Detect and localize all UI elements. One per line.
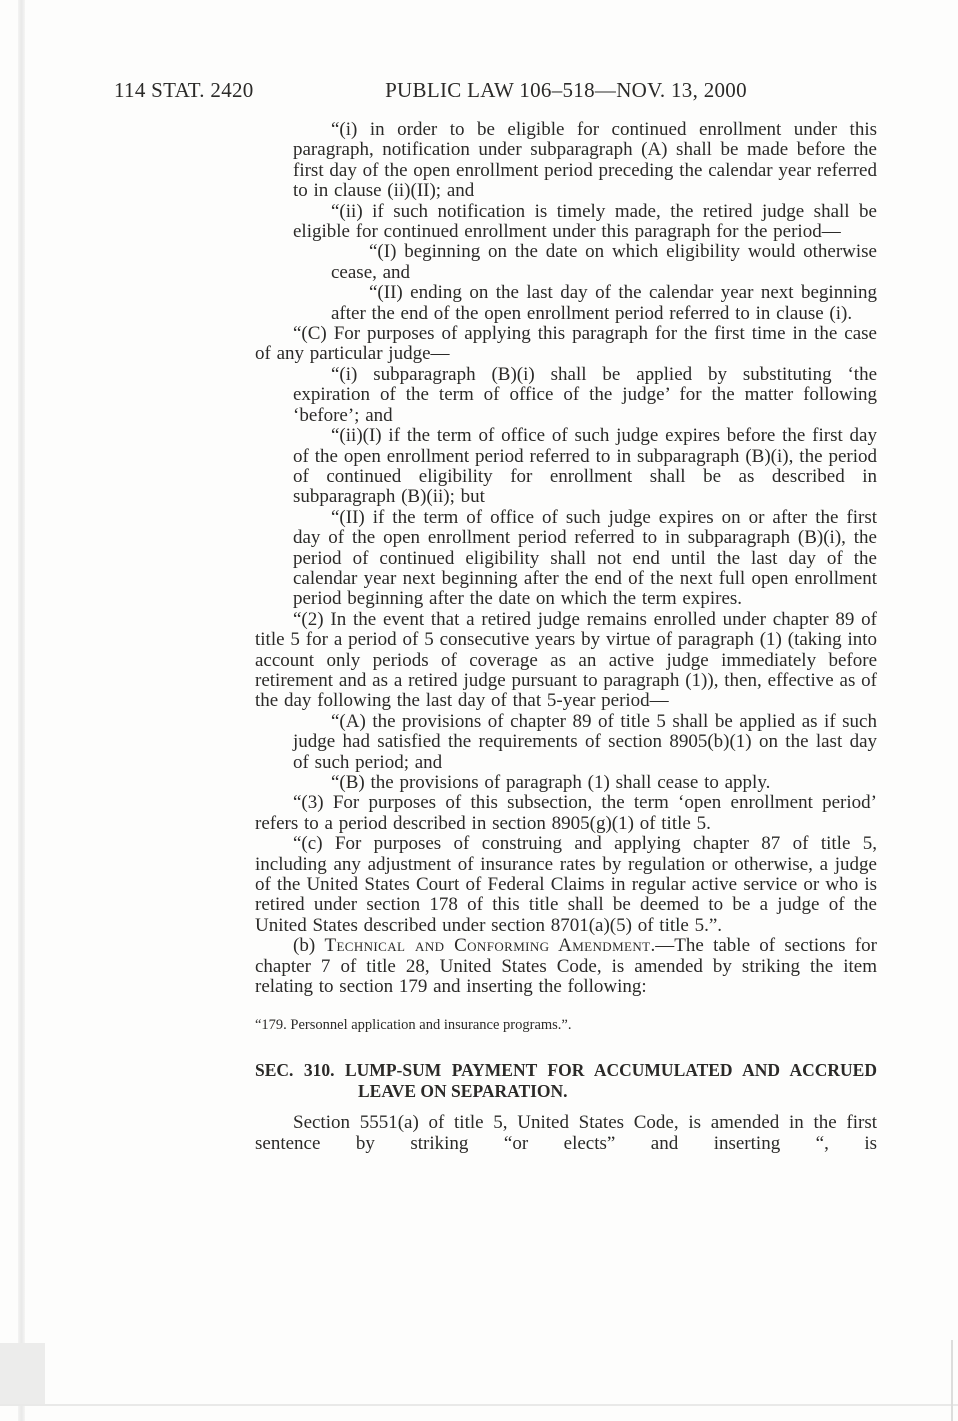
scan-edge-artifact-bottom-left	[0, 1343, 45, 1405]
public-law-title: PUBLIC LAW 106–518—NOV. 13, 2000	[385, 78, 747, 102]
scan-edge-artifact-right	[951, 1340, 953, 1421]
subsection-b-prefix: (b)	[293, 935, 325, 957]
paragraph-2: “(2) In the event that a retired judge remains enrolled under chapter 89 of title 5 for a period of 5 consecutive years by virtue of paragraph (1) (taking into account only periods of coverage as an active judge immediately before retirement and as a retired judge pursuant to paragraph (1)), then, effective as of the day following the last day of that 5-year period—	[255, 608, 877, 712]
scan-edge-artifact-bottom	[0, 1404, 958, 1406]
paragraph-2-A: “(A) the provisions of chapter 89 of title 5 shall be applied as if such judge had satisfied the requirements of section 8905(b)(1) on the last day of such period; and	[293, 710, 877, 773]
subparagraph-C-clause-ii-I: “(ii)(I) if the term of office of such judge expires before the first day of the open enrollment period referred to in subparagraph (B)(i), the period of continued eligibility for enrollment shall be as described in subparagraph (B)(ii); but	[293, 425, 877, 508]
subclause-I: “(I) beginning on the date on which eligibility would otherwise cease, and	[331, 241, 877, 283]
table-of-sections-item: “179. Personnel application and insurance programs.”.	[255, 1017, 572, 1034]
statute-body	[255, 120, 877, 1154]
subclause-II: “(II) ending on the last day of the calendar year next beginning after the end of the open enrollment period referred to in clause (i).	[331, 282, 877, 324]
section-310-heading-line2: LEAVE ON SEPARATION.	[358, 1081, 568, 1102]
subparagraph-C-clause-ii-II: “(II) if the term of office of such judge expires on or after the first day of the open enrollment period referred to in subparagraph (B)(i), the period of continued eligibility shall not end until the last day of the calendar year next beginning after the end of the next full open enrollment period beginning after the date on which the term expires.	[293, 506, 877, 610]
subsection-b-technical-amendment	[255, 936, 877, 997]
scan-edge-artifact-left	[18, 0, 25, 1421]
section-310-body: Section 5551(a) of title 5, United States Code, is amended in the first sentence by striking “or elects” and inserting “, is	[255, 1112, 877, 1154]
clause-i: “(i) in order to be eligible for continued enrollment under this paragraph, notification under subparagraph (A) shall be made before the first day of the open enrollment period preceding the calendar year referred to in clause (ii)(II); and	[293, 119, 877, 202]
clause-ii: “(ii) if such notification is timely made, the retired judge shall be eligible for continued enrollment under this paragraph for the period—	[293, 200, 877, 243]
paragraph-3: “(3) For purposes of this subsection, the term ‘open enrollment period’ refers to a period described in section 8905(g)(1) of title 5.	[255, 792, 877, 834]
section-310-heading-line1: SEC. 310. LUMP-SUM PAYMENT FOR ACCUMULATED AND ACCRUED	[255, 1060, 877, 1081]
subparagraph-C-clause-i: “(i) subparagraph (B)(i) shall be applied by substituting ‘the expiration of the term of office of the judge’ for the matter following ‘before’; and	[293, 363, 877, 426]
subsection-c: “(c) For purposes of construing and applying chapter 87 of title 5, including any adjustment of insurance rates by regulation or otherwise, a judge of the United States Court of Federal Claims in regular active service or who is retired under section 178 of this title shall be deemed to be a judge of the United States described under section 8701(a)(5) of title 5.”.	[255, 833, 877, 936]
subparagraph-C: “(C) For purposes of applying this paragraph for the first time in the case of any particular judge—	[255, 323, 877, 365]
section-310-heading	[255, 1060, 877, 1102]
subsection-b-title: Technical and Conforming Amendment	[324, 935, 651, 957]
subsection-b-rest: .—The table of sections for chapter 7 of title 28, United States Code, is amended by striking the item relating to section 179 and inserting the following:	[255, 935, 877, 998]
stat-page-number: 114 STAT. 2420	[114, 78, 254, 102]
paragraph-2-B: “(B) the provisions of paragraph (1) shall cease to apply.	[331, 772, 771, 793]
